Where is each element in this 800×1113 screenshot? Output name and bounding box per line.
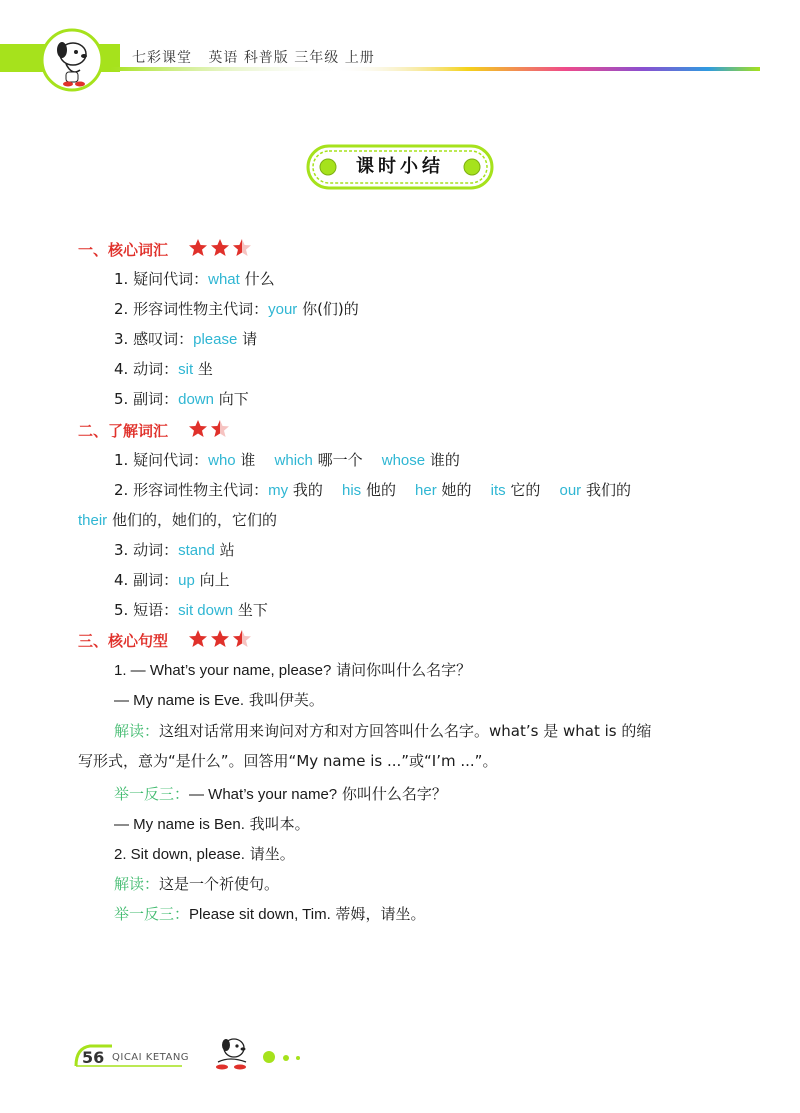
- decorative-dots: [262, 1050, 312, 1064]
- practice-line: 举一反三：— What’s your name? 你叫什么名字？: [114, 785, 447, 803]
- list-item: 4. 副词：up 向上: [114, 571, 230, 589]
- footer-brand: QICAI KETANG: [112, 1052, 190, 1063]
- practice-line: 举一反三：Please sit down, Tim. 蒂姆，请坐。: [114, 905, 426, 923]
- sentence-line: 2. Sit down, please. 请坐。: [114, 845, 295, 863]
- explanation-line: 解读：这是一个祈使句。: [114, 875, 280, 893]
- sentence-line: 1. — What’s your name, please? 请问你叫什么名字？: [114, 661, 472, 679]
- star-icon: [210, 629, 230, 649]
- header-edition: 科普版: [243, 50, 289, 66]
- sentence-line: — My name is Ben. 我叫本。: [114, 815, 310, 833]
- star-icon: [188, 238, 208, 258]
- list-item: 2. 形容词性物主代词：my 我的 his 他的 her 她的 its 它的 our 我们的: [114, 481, 631, 499]
- page-title: 课时小结: [356, 156, 444, 177]
- list-item: 1. 疑问代词：who 谁 which 哪一个 whose 谁的: [114, 451, 460, 469]
- header-title: [132, 47, 375, 67]
- explanation-line: 解读：这组对话常用来询问对方和对方回答叫什么名字。what’s 是 what is 的缩: [114, 722, 652, 740]
- sentence-line: — My name is Eve. 我叫伊芙。: [114, 691, 324, 709]
- list-item: 4. 动词：sit 坐: [114, 360, 213, 378]
- header-book: 七彩课堂: [132, 50, 192, 66]
- list-item: 5. 副词：down 向下: [114, 390, 249, 408]
- list-item: 5. 短语：sit down 坐下: [114, 601, 268, 619]
- star-icon: [188, 419, 208, 439]
- header-grade: 三年级: [294, 50, 340, 66]
- header-volume: 上册: [344, 50, 375, 66]
- half-star-icon: [210, 419, 230, 439]
- page-number: 56: [82, 1048, 105, 1067]
- section-heading-core-sentences: 三、核心句型: [78, 629, 252, 652]
- list-item: 1. 疑问代词：what 什么: [114, 270, 275, 288]
- list-item: 2. 形容词性物主代词：your 你(们)的: [114, 300, 359, 318]
- section-heading-learn-vocab: 二、了解词汇: [78, 419, 230, 442]
- half-star-icon: [232, 238, 252, 258]
- star-icon: [188, 629, 208, 649]
- list-item: 3. 动词：stand 站: [114, 541, 235, 559]
- header-rainbow-bar: [0, 44, 760, 72]
- list-item-continuation: their 他们的，她们的，它们的: [78, 511, 277, 529]
- header-subject: 英语: [208, 50, 239, 66]
- explanation-line: 写形式，意为“是什么”。回答用“My name is ...”或“I’m ...”。: [78, 752, 498, 770]
- half-star-icon: [232, 629, 252, 649]
- star-icon: [210, 238, 230, 258]
- dog-mascot-icon: [210, 1032, 254, 1072]
- dog-mascot-icon: [40, 28, 104, 92]
- list-item: 3. 感叹词：please 请: [114, 330, 258, 348]
- section-heading-core-vocab: 一、核心词汇: [78, 238, 252, 261]
